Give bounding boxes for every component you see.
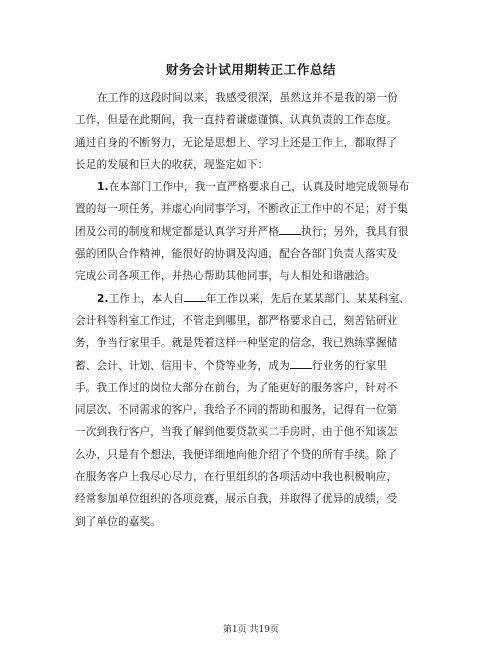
text-line: 通过自身的不断努力，无论是思想上、学习上还是工作上，都取得了 [75, 136, 398, 149]
item-text: 工作上，本人自 [108, 292, 184, 305]
text-line: 经常参加单位组织的各项竞赛，展示自我，并取得了优异的成绩，受 [75, 493, 398, 506]
text-line: 务，争当行家里手。就是凭着这样一种坚定的信念，我已熟练掌握储 [75, 337, 398, 350]
text-line: 工作，但是在此期间，我一直持着谦虚谨慎、认真负责的工作态度。 [75, 114, 398, 127]
text-after-blank: 执行；另外，我具有很 [301, 225, 409, 238]
text-line: 手。我工作过的岗位大部分在前台，为了能更好的服务客户，针对不 [75, 381, 398, 394]
fill-in-blank [279, 224, 301, 235]
text-line: 到了单位的嘉奖。 [75, 515, 161, 528]
page-number-footer: 第1页 共19页 [222, 625, 280, 635]
text-line-with-blank [75, 355, 431, 377]
text-line: 会计科等科室工作过，不管走到哪里，都严格要求自己，刻苦钻研业 [75, 314, 398, 327]
item-number: 2. [97, 292, 109, 305]
text-before-blank: 蓄、会计、计划、信用卡、个贷等业务，成为 [75, 359, 290, 372]
text-line-with-blank [75, 221, 431, 243]
text-line: 在服务客户上我尽心尽力，在行里组织的各项活动中我也积极响应， [75, 471, 398, 484]
text-line: 强的团队合作精神，能很好的协调及沟通，配合各部门负责人落实及 [75, 248, 398, 261]
text-line: 长足的发展和巨大的收获，现鉴定如下： [75, 158, 269, 171]
text-after-blank: 年工作以来，先后在某某部门、某某科室、 [205, 292, 411, 305]
document-body [75, 87, 431, 533]
fill-in-blank [184, 291, 206, 302]
text-before-blank: 团及公司的制度和规定都是认真学习并严格 [75, 225, 280, 238]
text-line: 置的每一项任务，并虚心向同事学习，不断改正工作中的不足；对于集 [75, 203, 409, 216]
text-line: 完成公司各项工作，并热心帮助其他同事，与人相处和谐融洽。 [75, 270, 376, 283]
item-text: 在本部门工作中，我一直严格要求自己，认真及时地完成领导布 [108, 181, 410, 194]
fill-in-blank [290, 358, 312, 369]
item-number: 1. [97, 181, 109, 194]
text-line: 在工作的这段时间以来，我感受很深，虽然这并不是我的第一份 [97, 92, 398, 104]
text-line: 一次到我行客户，当我了解到他要贷款买二手房时，由于他不知该怎 [75, 426, 398, 439]
text-line: 么办，只是有个想法，我便详细地向他介绍了个贷的所有手续。除了 [75, 448, 398, 461]
document-title: 财务会计试用期转正工作总结 [165, 62, 337, 77]
numbered-item-line [75, 288, 431, 310]
numbered-item-line [75, 176, 431, 198]
text-after-blank: 行业务的行家里 [311, 359, 388, 372]
text-line: 同层次、不同需求的客户，我给予不同的帮助和服务，记得有一位第 [75, 404, 398, 417]
